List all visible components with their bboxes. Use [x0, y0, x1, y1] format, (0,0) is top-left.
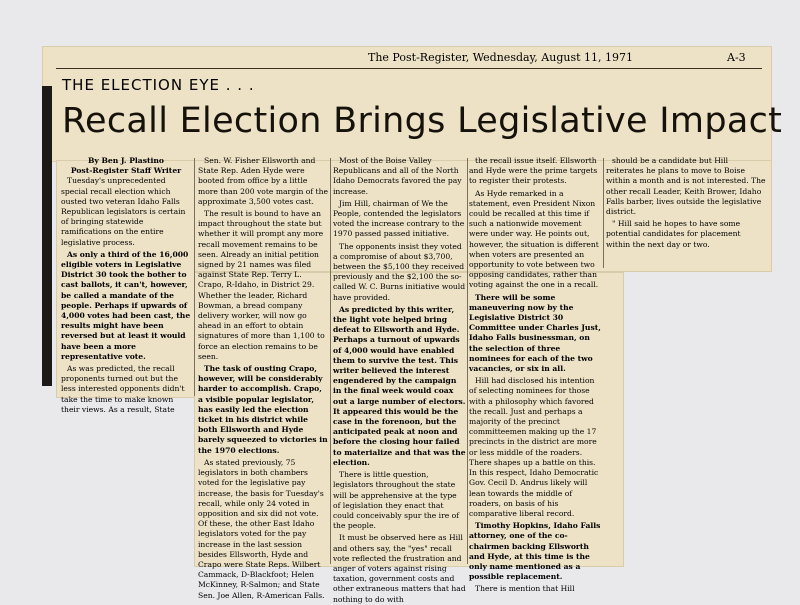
article-paragraph: As stated previously, 75 legislators in both chambers voted for the legislative pay increase, the basis for Tuesday's recall, while only 24 voted in opposition and six did not vote. Of these, the other East Idaho legislators voted for the pay increase in the last session besides Ellsworth, Hyde and Crapo were State Reps. Wilbert Cammack, D-Blackfoot; Helen McKinney, R-Salmon; and State Sen. Joe Allen, R-American Falls.	[198, 457, 325, 600]
page-number: A-3	[727, 51, 746, 64]
article-paragraph: The opponents insist they voted a compromise of about $3,700, between the $5,100 they received previously and the $2,100 the so-called W. C. Burns initiative would have provided.	[333, 241, 466, 302]
column-body	[469, 156, 602, 595]
article-paragraph: As only a third of the 16,000 eligible voters in Legislative District 30 took the bother to cast ballots, it can't, however, be called a mandate of the people. Perhaps if upwards of 4,000 votes had been cast, the results might have been reversed but at least it would have been a more representative vote.	[61, 249, 191, 361]
article-paragraph: There is mention that Hill	[475, 584, 575, 594]
column-divider	[194, 158, 195, 396]
article-paragraph: the recall issue itself. Ellsworth and Hyde were the prime targets to register their protests.	[469, 156, 598, 186]
byline-title: Post-Register Staff Writer	[70, 166, 182, 176]
article-paragraph: The task of ousting Crapo, however, will be considerably harder to accomplish. Crapo, a visible popular legislator, has easily led the election ticket in his district while both Ellsworth and Hyde barely squeezed to victories in the 1970 elections.	[198, 364, 328, 455]
article-paragraph: Most of the Boise Valley Republicans and all of the North Idaho Democrats favored the pay increase.	[333, 156, 462, 196]
column-body	[333, 156, 466, 605]
section-kicker: THE ELECTION EYE . . .	[62, 76, 255, 94]
article-column-4	[469, 156, 602, 594]
column-divider	[467, 158, 468, 564]
column-body	[61, 176, 191, 415]
article-paragraph: " Hill said he hopes to have some potential candidates for placement within the next day or two.	[606, 219, 741, 249]
article-paragraph: should be a candidate but Hill reiterates he plans to move to Boise within a month and is not interested. The other recall Leader, Keith Brower, Idaho Falls barber, lives outside the legislative district.	[606, 156, 766, 217]
article-paragraph: As Hyde remarked in a statement, even President Nixon could be recalled at this time if such a nationwide movement were under way. He points out, however, the situation is different when voters are presented an opportunity to vote between two opposing candidates, rather than voting against the one in a recall.	[469, 188, 599, 290]
article-paragraph: Sen. W. Fisher Ellsworth and State Rep. Aden Hyde were booted from office by a little more than 200 vote margin of the approximate 3,500 votes cast.	[198, 156, 328, 206]
article-paragraph: The result is bound to have an impact throughout the state but whether it will prompt any more recall movement remains to be seen. Already an initial petition signed by 21 names was filed against State Rep. Terry L. Crapo, R-Idaho, in District 29. Whether the leader, Richard Bowman, a bread company delivery worker, will now go ahead in an effort to obtain signatures of more than 1,100 to force an election remains to be seen.	[198, 209, 325, 361]
byline-author: By Ben J. Plastino	[88, 156, 164, 165]
article-paragraph: As predicted by this writer, the light vote helped bring defeat to Ellsworth and Hyde. Perhaps a turnout of upwards of 4,000 would have enabled them to survive the test. This writer believed the interest engendered by the campaign in the final week would coax out a large number of electors. It appeared this would be the case in the forenoon, but the anticipated peak at noon and before the closing hour failed to materialize and that was the election.	[333, 304, 466, 467]
column-divider	[330, 158, 331, 564]
article-column-2	[198, 156, 328, 600]
masthead-date: The Post-Register, Wednesday, August 11, 1971	[368, 51, 634, 64]
article-paragraph: It must be observed here as Hill and others say, the "yes" recall vote reflected the frustration and anger of voters against rising taxation, government costs and other extraneous matters that had nothing to do with	[333, 533, 466, 604]
column-divider	[603, 158, 604, 268]
article-paragraph: Hill had disclosed his intention of selecting nominees for those with a philosophy which favored the recall. Just and perhaps a majority of the precinct committeemen making up the 17 precincts in the district are more or less middle of the roaders. There shapes up a battle on this. In this respect, Idaho Democratic Gov. Cecil D. Andrus likely will lean towards the middle of roaders, on basis of his comparative liberal record.	[469, 376, 599, 518]
article-headline: Recall Election Brings Legislative Impact	[62, 101, 783, 141]
article-paragraph: There is little question, legislators throughout the state will be apprehensive at the type of legislation they enact that could conceivably spur the ire of the people.	[333, 470, 460, 531]
article-column-3	[333, 156, 466, 604]
article-column-1	[61, 156, 191, 414]
article-paragraph: There will be some maneuvering now by the Legislative District 30 Committee under Charles Just, Idaho Falls businessman, on the selection of three nominees for each of the two vacancies, or six in all.	[469, 292, 601, 374]
article-paragraph: Jim Hill, chairman of We the People, contended the legislators voted the increase contrary to the 1970 passed passed initiative.	[333, 198, 465, 239]
masthead-rule	[56, 68, 762, 69]
article-paragraph: As was predicted, the recall proponents turned out but the less interested opponents didn't take the time to make known their views. As a result, State	[61, 364, 185, 414]
article-column-5	[606, 156, 766, 268]
article-paragraph: Timothy Hopkins, Idaho Falls attorney, one of the co-chairmen backing Ellsworth and Hyde, at this time is the only name mentioned as a possible replacement.	[469, 521, 601, 582]
clipping-edge-bar	[42, 86, 52, 386]
column-body	[606, 156, 766, 250]
article-paragraph: Tuesday's unprecedented special recall election which ousted two veteran Idaho Falls Republican legislators is certain of bringing statewide ramifications on the entire legislative process.	[61, 176, 186, 247]
column-body	[198, 156, 328, 601]
